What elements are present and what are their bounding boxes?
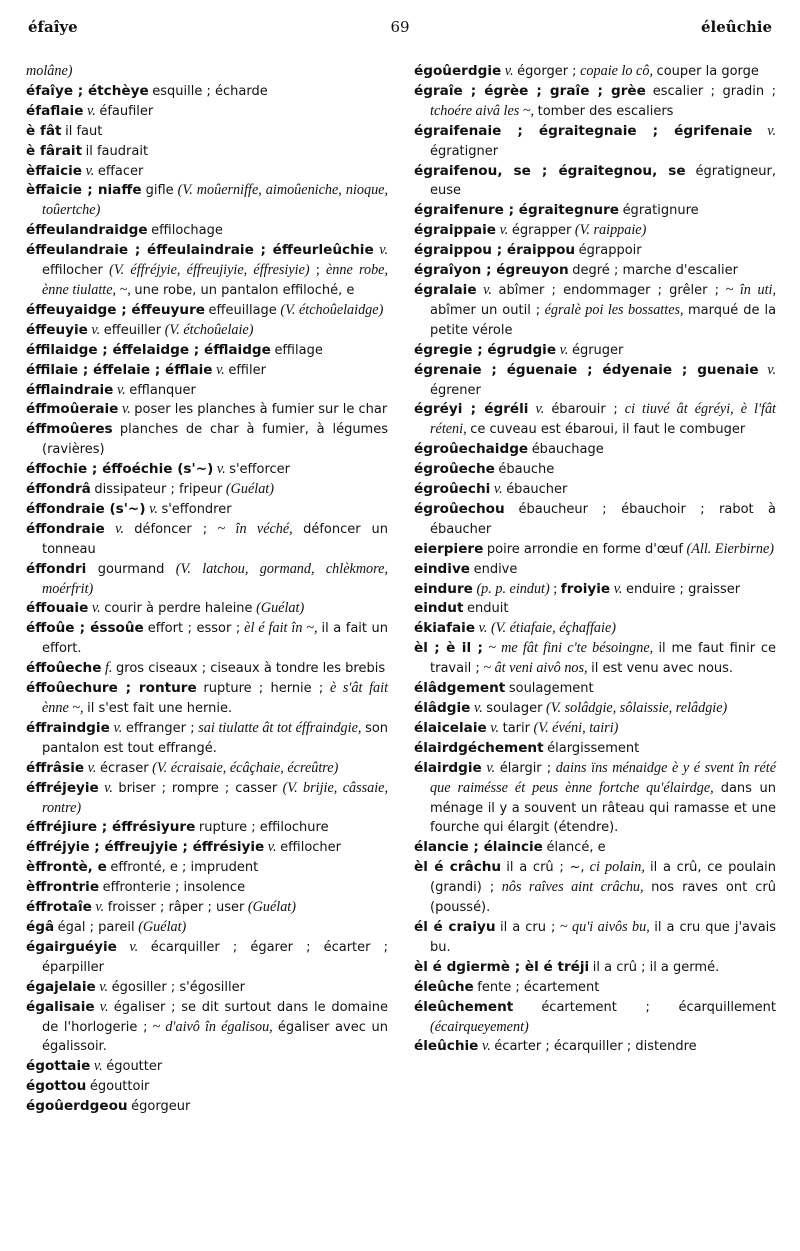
dictionary-entry: éffondri gourmand (V. latchou, gormand, chlèkmore, moérfrit) <box>26 560 388 597</box>
dictionary-entry: èffrontè, e effronté, e ; imprudent <box>26 859 259 876</box>
dictionary-entry: élancie ; élaincie élancé, e <box>414 839 606 856</box>
dictionary-entry: égalisaie v. égaliser ; se dit surtout dans le domaine de l'horlogerie ; ~ d'aivô în égalisou, égaliser avec un égalissoir. <box>26 998 389 1055</box>
dictionary-entry: égroûechi v. ébaucher <box>414 481 568 498</box>
dictionary-entry: éffondraie (s'~) v. s'effondrer <box>26 500 232 517</box>
dictionary-entry: égoûerdgeou égorgeur <box>26 1098 191 1115</box>
dictionary-entry: ékiafaie v. (V. étiafaie, éçhaffaie) <box>414 620 616 637</box>
dictionary-entry: éffraindgie v. effranger ; sai tiulatte ât tot éffraindgie, son pantalon est tout effrangé. <box>26 719 389 756</box>
dictionary-entry: éffeuyaidge ; éffeuyure effeuillage (V. étchoûelaidge) <box>26 301 384 318</box>
dictionary-entry: éleûchie v. écarter ; écarquiller ; distendre <box>414 1038 697 1055</box>
page-number: 69 <box>390 18 410 36</box>
dictionary-entry: égottaie v. égoutter <box>26 1058 163 1075</box>
dictionary-entry: élairdgie v. élargir ; dains ïns ménaidge è y é svent în rété que raimésse ét peus ènne fortche qu'élairdge, dans un ménage il y a souvent un râteau qui ramasse et une fourche qui élargit (étendre). <box>414 759 777 836</box>
dictionary-entry: éffréjiure ; éffrésiyure rupture ; effilochure <box>26 819 329 836</box>
dictionary-entry: égraifenure ; égraitegnure égratignure <box>414 202 699 219</box>
dictionary-entry: éfflaindraie v. efflanquer <box>26 381 196 398</box>
dictionary-entry: è fât il faut <box>26 122 103 139</box>
dictionary-entry: éfaflaie v. éfaufiler <box>26 102 154 119</box>
dictionary-entry: égraîyon ; égreuyon degré ; marche d'escalier <box>414 262 738 279</box>
dictionary-entry: èffaicie ; niaffe gifle (V. moûerniffe, aimoûeniche, nioque, toûertche) <box>26 182 389 219</box>
dictionary-entry: égraîe ; égrèe ; graîe ; grèe escalier ; gradin ; tchoére aivâ les ~, tomber des escaliers <box>414 82 776 119</box>
dictionary-entry: è fârait il faudrait <box>26 142 149 159</box>
dictionary-entry: égralaie v. abîmer ; endommager ; grêler ; ~ în uti, abîmer un outil ; égralè poi les bossattes, marqué de la petite vérole <box>414 281 777 338</box>
dictionary-entry: éffoûe ; éssoûe effort ; essor ; èl é fait în ~, il a fait un effort. <box>26 620 388 657</box>
dictionary-entry: eindure (p. p. eindut) ; froiyie v. enduire ; graisser <box>414 580 741 597</box>
dictionary-entry: éffmoûeres planches de char à fumier, à légumes (ravières) <box>26 421 388 458</box>
dictionary-entry: égraippou ; éraippou égrappoir <box>414 242 642 259</box>
dictionary-entry: èl é dgiermè ; èl é tréji il a crû ; il a germé. <box>414 958 720 975</box>
dictionary-entry: élâdgie v. soulager (V. solâdgie, sôlaissie, relâdgie) <box>414 700 728 716</box>
dictionary-entry: égrenaie ; éguenaie ; édyenaie ; guenaie v. égrener <box>414 361 776 398</box>
dictionary-entry: molâne) <box>26 63 73 79</box>
dictionary-entry: eindut enduit <box>414 600 509 617</box>
dictionary-entry: eindive endive <box>414 560 518 577</box>
dictionary-entry: éffoûeche f. gros ciseaux ; ciseaux à tondre les brebis <box>26 660 386 677</box>
left-column <box>26 62 388 1117</box>
dictionary-entry: élâdgement soulagement <box>414 680 594 697</box>
running-header <box>28 18 772 42</box>
dictionary-entry: éleûche fente ; écartement <box>414 978 600 995</box>
dictionary-entry: èffaicie v. effacer <box>26 162 144 179</box>
dictionary-entry: égroûechou ébaucheur ; ébauchoir ; rabot à ébaucher <box>414 500 777 537</box>
dictionary-entry: égraifenaie ; égraitegnaie ; égrifenaie v. égratigner <box>414 122 777 159</box>
header-first-entry: éfaîye <box>28 18 78 36</box>
dictionary-entry: éleûchement écartement ; écarquillement (écairqueyement) <box>414 998 776 1035</box>
dictionary-entry: égregie ; égrudgie v. égruger <box>414 341 624 358</box>
dictionary-entry: éffeulandraidge effilochage <box>26 222 223 239</box>
dictionary-entry: éffeulandraie ; éffeulaindraie ; éffeurleûchie v. effilocher (V. éffréjyie, éffreujiyie, éffresiyie) ; ènne robe, ènne tiulatte, ~, une robe, un pantalon effiloché, e <box>26 242 389 298</box>
dictionary-entry: èl ; è il ; ~ me fât fini c'te bésoingne, il me faut finir ce travail ; ~ ât veni aivô nos, il est venu avec nous. <box>414 640 777 677</box>
dictionary-entry: égraippaie v. égrapper (V. raippaie) <box>414 222 647 239</box>
dictionary-entry: éffondraie v. défoncer ; ~ în véché, défoncer un tonneau <box>26 520 389 557</box>
dictionary-entry: éffrâsie v. écraser (V. écraisaie, écâçhaie, écreûtre) <box>26 759 339 776</box>
dictionary-entry: éffilaie ; éffelaie ; éfflaie v. effiler <box>26 361 266 378</box>
dictionary-entry: élaicelaie v. tarir (V. événi, tairi) <box>414 719 619 736</box>
dictionary-entry: éffilaidge ; éffelaidge ; éfflaidge effilage <box>26 341 323 358</box>
right-column <box>414 62 776 1057</box>
dictionary-entry: égoûerdgie v. égorger ; copaie lo cô, couper la gorge <box>414 63 759 79</box>
dictionary-entry: éffouaie v. courir à perdre haleine (Guélat) <box>26 600 305 617</box>
dictionary-entry: èl é crâchu il a crû ; ~, ci polain, il a crû, ce poulain (grandi) ; nôs raîves aint crâchu, nos raves ont crû (poussé). <box>414 859 777 916</box>
dictionary-entry: égréyi ; égréli v. ébarouir ; ci tiuvé ât égréyi, è l'fât réteni, ce cuveau est ébaroui, il faut le combuger <box>414 401 776 438</box>
dictionary-entry: élairdgéchement élargissement <box>414 739 640 756</box>
dictionary-entry: égajelaie v. égosiller ; s'égosiller <box>26 978 245 995</box>
dictionary-entry: égairguéyie v. écarquiller ; égarer ; écarter ; éparpiller <box>26 938 389 975</box>
dictionary-entry: éffochie ; éffoéchie (s'~) v. s'efforcer <box>26 461 290 478</box>
dictionary-entry: éffondrâ dissipateur ; fripeur (Guélat) <box>26 481 274 498</box>
dictionary-entry: eierpiere poire arrondie en forme d'œuf (All. Eierbirne) <box>414 540 774 557</box>
dictionary-entry: éffrotaîe v. froisser ; râper ; user (Guélat) <box>26 899 296 916</box>
dictionary-entry: égottou égouttoir <box>26 1078 150 1095</box>
dictionary-entry: éffeuyie v. effeuiller (V. étchoûelaie) <box>26 321 254 338</box>
dictionary-entry: èffrontrie effronterie ; insolence <box>26 879 246 896</box>
dictionary-entry: égâ égal ; pareil (Guélat) <box>26 918 187 935</box>
dictionary-entry: éfaîye ; étchèye esquille ; écharde <box>26 82 268 99</box>
dictionary-entry: égroûeche ébauche <box>414 461 555 478</box>
dictionary-entry: éffréjyie ; éffreujyie ; éffrésiyie v. effilocher <box>26 839 342 856</box>
dictionary-entry: égraifenou, se ; égraitegnou, se égratigneur, euse <box>414 162 776 199</box>
dictionary-entry: éffoûechure ; ronture rupture ; hernie ; è s'ât fait ènne ~, il s'est fait une hernie. <box>26 680 389 716</box>
dictionary-entry: égroûechaidge ébauchage <box>414 441 604 458</box>
header-last-entry: éleûchie <box>701 18 772 36</box>
dictionary-entry: éffréjeyie v. briser ; rompre ; casser (V. brijie, câssaie, rontre) <box>26 779 389 816</box>
dictionary-entry: él é craiyu il a cru ; ~ qu'i aivôs bu, il a cru que j'avais bu. <box>414 918 777 955</box>
dictionary-entry: éffmoûeraie v. poser les planches à fumier sur le char <box>26 401 388 418</box>
